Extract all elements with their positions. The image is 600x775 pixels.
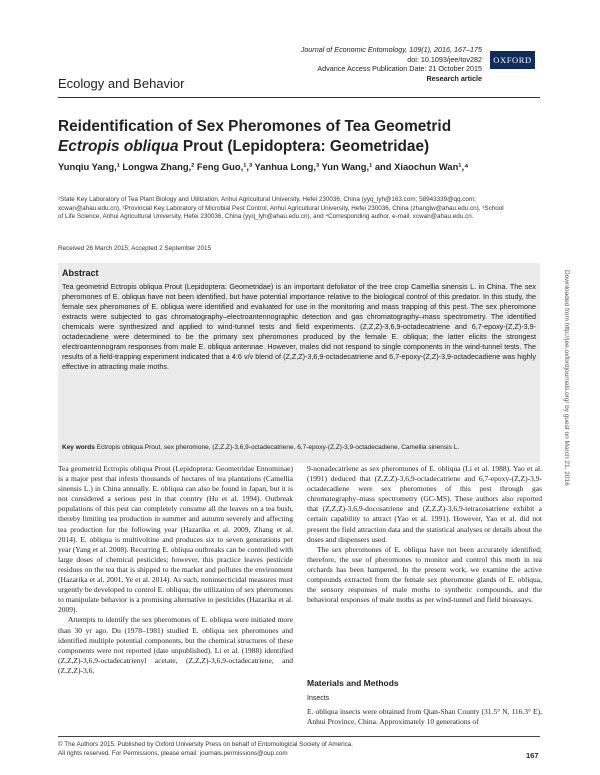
copyright-footer [58,741,353,758]
copyright-line: © The Authors 2015. Published by Oxford University Press on behalf of Entomological Society of America. [58,741,354,748]
body-column-right [307,464,542,605]
body-paragraph: Attempts to identify the sex pheromones of E. obliqua were initiated more than 30 yr ago. Du (1978–1981) studied E. obliqua sex pheromones and identified multiple potential components, but the chemical structures of these components were not reported (date unpublished). Li et al. (1988) identified (Z,Z,Z)-3,6,9-octadecatrienyl acetate, (Z,Z,Z)-3,6,9-octadecatriene, and (Z,Z,Z)-3,6, [58,615,293,675]
article-type: Research article [426,73,482,83]
insects-heading: Insects [307,695,330,702]
page-number: 167 [526,751,539,760]
title-species: Ectropis obliqua [58,137,179,155]
insects-text-block [307,707,542,727]
title-line-2 [58,137,528,157]
journal-citation: Journal of Economic Entomology, 109(1), 2016, 167–175 [300,45,482,54]
download-watermark [558,270,570,570]
body-column-left [58,464,293,676]
body-paragraph: 9-nonadecatriene as sex pheromones of E. obliqua (Li et al. 1988). Yao et al. (1991) deduced that (Z,Z,Z)-3,6,9-octadecatriene and 6,7-epoxy-(Z,Z)-3,9-octadecadiene were sex pheromones of this pest through gas chromatography–mass spectrometry (GC-MS). These authors also reported that (Z,Z,Z)-3,6,9-docosatriene and (Z,Z,Z)-3,6,9-tetracosatriene exhibit a certain capability to attract (Yao et al. 1991). However, Yao et al. did not present the field attraction data and the statistical analyses or details about the doses and dispensers used. [307,464,542,544]
insects-paragraph: E. obliqua insects were obtained from Qian-Shan County (31.5° N, 116.3° E), Anhui Province, China. Approximately 10 generations of [307,707,542,727]
footer-divider [58,736,540,737]
author-list: Yunqiu Yang,¹ Longwa Zhang,² Feng Guo,¹,³ Yanhua Long,³ Yun Wang,¹ and Xiaochun Wan¹,⁴ [58,161,469,172]
journal-info [301,45,482,83]
advance-access-date: Advance Access Publication Date: 21 October 2015 [317,64,482,74]
section-label: Ecology and Behavior [58,76,185,91]
received-dates: Received 26 March 2015; Accepted 2 September 2015 [58,245,211,252]
title-rest: Prout (Lepidoptera: Geometridae) [178,137,430,155]
keywords-text: Ectropis obliqua Prout, sex pheromone, (Z,Z,Z)-3,6,9-octadecatriene, 6,7-epoxy-(Z,Z)-3,9-octadecadiene, Camellia sinensis L. [94,444,460,451]
affiliations: ¹State Key Laboratory of Tea Plant Biology and Utilization, Anhui Agricultural University, Hefei 230036, China (yyq_lyh@163.com; 58943339@qq.com; xcwan@ahau.edu.cn), ²Provincial Key Laboratory of Microbial Pest Control, Anhui Agricultural University, Hefei 230036, China (zhanglw@ahau.edu.cn), ³School of Life Science, Anhui Agricultural University, Hefei 230036, China (yyq_lyh@ahau.edu.cn), and ⁴Corresponding author, e-mail: xcwan@ahau.edu.cn. [58,196,504,221]
article-title [58,117,528,156]
keywords [62,443,536,452]
body-paragraph: The sex pheromones of E. obliqua have not been accurately identified; therefore, the use of pheromones to monitor and control this moth in tea orchards has been hampered. In the present work, we examine the active compounds extracted from the female sex pheromone glands of E. obliqua, the sensory responses of male moths to synthetic compounds, and the behavioral responses of male moths as per wind-tunnel and field bioassays. [307,544,542,605]
oxford-logo: OXFORD [490,51,535,69]
abstract-text: Tea geometrid Ectropis obliqua Prout (Lepidoptera: Geometridae) is an important defoliator of the tree crop Camellia sinensis L. in China. The sex pheromones of E. obliqua have not been identified, but have potential importance relative to the biological control of this predator. In this study, the female sex pheromones of E. obliqua were identified and evaluated for use in the monitoring and mass trapping of this pest. The sex pheromone extracts were subjected to gas chromatography–electroantennographic detection and gas chromatography–mass spectrometry. The identified chemicals were synthesized and applied to wind-tunnel tests and field experiments. (Z,Z,Z)-3,6,9-octadecatriene and 6,7-epoxy-(Z,Z)-3,9-octadecadiene were determined to be the primary sex pheromones produced by the female E. obliqua; the latter elicits the strongest electroantennogram responses from male E. obliqua antennae. However, males did not respond to single components in the wind-tunnel tests. The results of a field-trapping experiment indicated that a 4:6 v/v blend of (Z,Z,Z)-3,6,9-octadecatriene and 6,7-epoxy-(Z,Z)-3,9-octadecadiene was highly effective in attracting male moths. [62,282,536,371]
keywords-label: Key words [62,444,95,451]
title-line-1: Reidentification of Sex Pheromones of Tea Geometrid [58,118,452,135]
permissions-line: All rights reserved. For Permissions, please email: journals.permissions@oup.com [58,749,288,757]
doi[interactable]: doi: 10.1093/jee/tov282 [407,54,482,64]
body-paragraph: Tea geometrid Ectropis obliqua Prout (Lepidoptera: Geometridae Ennominae) is a major pest that infests thousands of hectares of tea plantations (Camellia sinensis L.) in China annually. E. obliqua can also be found in Japan, but it is not considered a serious pest in that country (Hu et al. 1994). Outbreak populations of this pest can completely consume all the leaves on a tea bush, thereby limiting tea production in summer and autumn severely and affecting tea production for the following year (Hazarika et al. 2009, Zhang et al. 2014). E. obliqua is multivoltine and produces six to seven generations per year (Yang et al. 2008). Recurring E. obliqua outbreaks can be controlled with large doses of chemical pesticides; however, this practice leaves pesticide residues on the tea that is shipped to the market and pollutes the environment (Hazarika et al. 2001, Ye et al. 2014). As such, noninsecticidal measures must urgently be developed to control E. obliqua; the utilization of sex pheromones to manipulate behavior is a promising alternative to pesticides (Hazarika et al. 2009). [58,464,293,615]
download-note[interactable]: Downloaded from http://jee.oxfordjournals.org/ by guest on March 21, 2016 [563,270,570,486]
materials-methods-heading: Materials and Methods [307,678,399,688]
header-divider [58,97,540,98]
abstract-heading: Abstract [62,268,99,278]
